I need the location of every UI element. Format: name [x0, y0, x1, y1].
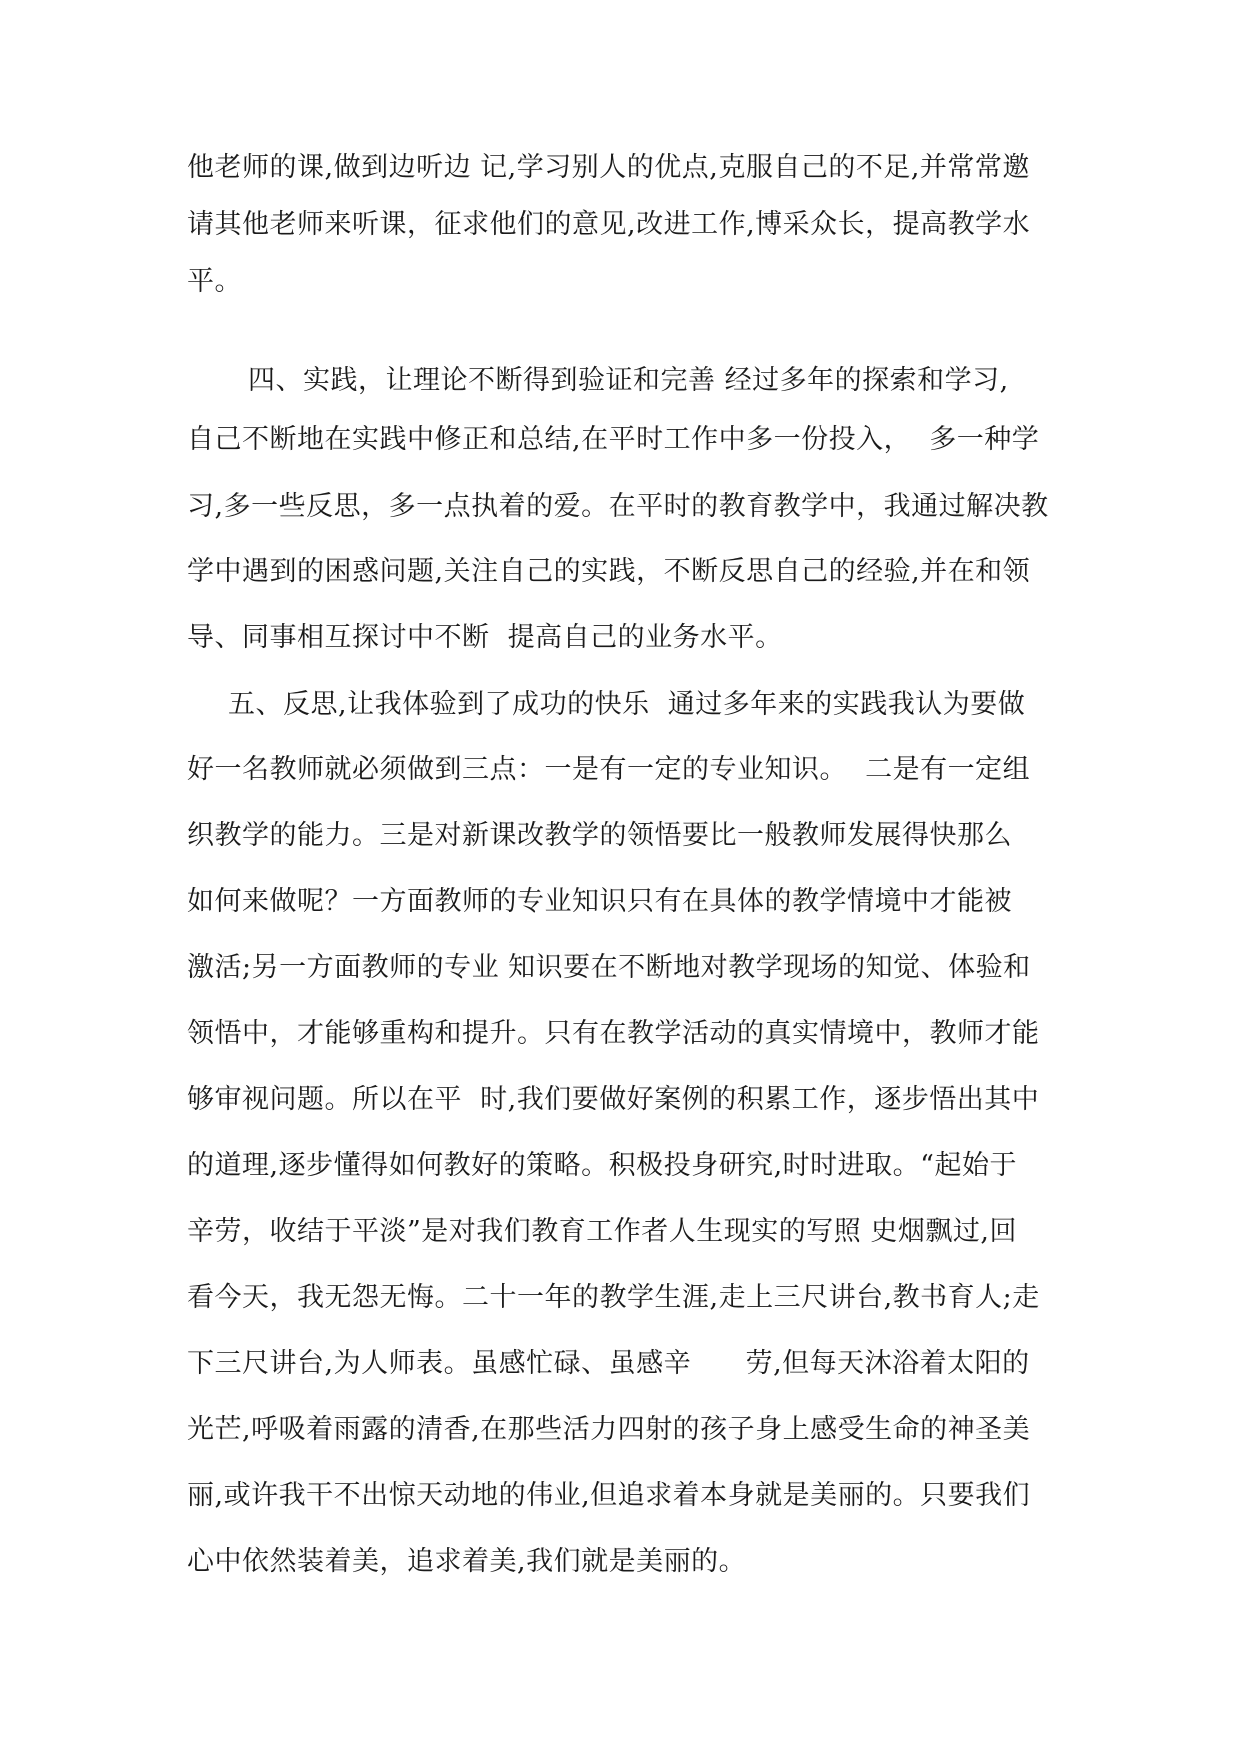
text-line: 下三尺讲台,为人师表。虽感忙碌、虽感辛 劳,但每天沐浴着太阳的 — [187, 1348, 1030, 1379]
text-line: 光芒,呼吸着雨露的清香,在那些活力四射的孩子身上感受生命的神圣美 — [187, 1414, 1031, 1445]
text-line: 四、实践，让理论不断得到验证和完善 经过多年的探索和学习, — [248, 365, 1009, 396]
text-line: 丽,或许我干不出惊天动地的伟业,但追求着本身就是美丽的。只要我们 — [187, 1480, 1031, 1511]
text-line: 学中遇到的困惑问题,关注自己的实践，不断反思自己的经验,并在和领 — [187, 556, 1031, 587]
text-line: 请其他老师来听课，征求他们的意见,改进工作,博采众长，提高教学水 — [187, 209, 1031, 240]
text-line: 够审视问题。所以在平 时,我们要做好案例的积累工作，逐步悟出其中 — [187, 1084, 1040, 1115]
text-line: 如何来做呢？一方面教师的专业知识只有在具体的教学情境中才能被 — [187, 886, 1012, 917]
text-line: 自己不断地在实践中修正和总结,在平时工作中多一份投入， 多一种学 — [187, 424, 1040, 455]
text-line: 他老师的课,做到边听边 记,学习别人的优点,克服自己的不足,并常常邀 — [187, 152, 1030, 183]
text-line: 平。 — [187, 266, 242, 297]
text-line: 领悟中，才能够重构和提升。只有在教学活动的真实情境中，教师才能 — [187, 1018, 1040, 1049]
text-line: 导、同事相互探讨中不断 提高自己的业务水平。 — [187, 622, 783, 653]
text-line: 习,多一些反思，多一点执着的爱。在平时的教育教学中，我通过解决教 — [187, 491, 1049, 522]
text-line: 心中依然装着美，追求着美,我们就是美丽的。 — [187, 1546, 747, 1577]
text-line: 织教学的能力。三是对新课改教学的领悟要比一般教师发展得快那么 — [187, 820, 1012, 851]
text-line: 辛劳，收结于平淡”是对我们教育工作者人生现实的写照 史烟飘过,回 — [187, 1216, 1017, 1247]
text-line: 看今天，我无怨无悔。二十一年的教学生涯,走上三尺讲台,教书育人;走 — [187, 1282, 1040, 1313]
text-line: 五、反思,让我体验到了成功的快乐 通过多年来的实践我认为要做 — [228, 689, 1026, 720]
text-line: 的道理,逐步懂得如何教好的策略。积极投身研究,时时进取。“起始于 — [187, 1150, 1017, 1181]
text-line: 激活;另一方面教师的专业 知识要在不断地对教学现场的知觉、体验和 — [187, 952, 1031, 983]
text-line: 好一名教师就必须做到三点：一是有一定的专业知识。 二是有一定组 — [187, 754, 1031, 785]
